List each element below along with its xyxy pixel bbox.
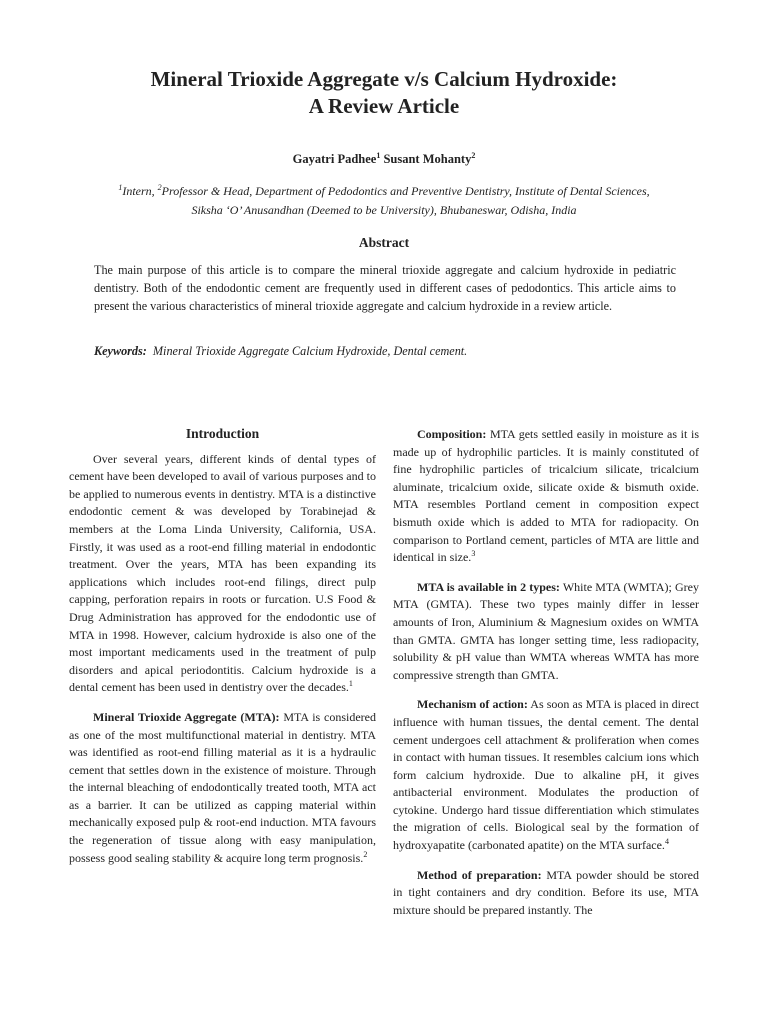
mta-label: Mineral Trioxide Aggregate (MTA): bbox=[93, 709, 280, 724]
mta-text: MTA is considered as one of the most multifunctional material in dentistry. MTA was identified as root-end filling material as it is a hydraulic cement that settles down in the existence of moisture. Through the internal bleaching of endodontically treated tooth, MTA act as a barrier. It can be utilized as capping material within mechanically exposed pulp & root-end induction. MTA favours the regeneration of tissue along with easy manipulation, possess good sealing stability & acquire long term prognosis. bbox=[69, 709, 376, 865]
introduction-heading: Introduction bbox=[185, 426, 260, 441]
mechanism-text: As soon as MTA is placed in direct influence with human tissues, the dental cement. The dental cement undergoes cell attachment & proliferation when comes in contact with human tissues. It resembles calcium ions which form calcium hydroxide. Due to alkaline pH, it gives antibacterial environment. Modulates the production of cytokine. Undergo hard tissue differentiation which stimulates the migration of cells. Biological seal by the formation of hydroxyapatite (carbonated apatite) on the MTA surface. bbox=[393, 697, 699, 853]
types-text: White MTA (WMTA); Grey MTA (GMTA). These two types mainly differ in lesser amounts of Iron, Aluminium & Magnesium oxides on WMTA than GMTA. GMTA has longer setting time, less radiopacity, solubility & pH value than WMTA whereas WMTA has more compressive strength than GMTA. bbox=[393, 579, 699, 682]
affiliation-institution: Siksha ‘O’ Anusandhan (Deemed to be University), Bhubaneswar, Odisha, India bbox=[191, 203, 577, 217]
author-list bbox=[60, 152, 708, 167]
preparation-label: Method of preparation: bbox=[417, 867, 542, 882]
title-line-2: A Review Article bbox=[308, 94, 460, 118]
affiliation-role-2: Professor & Head, Department of Pedodontics and Preventive Dentistry, Institute of Dental Sciences, bbox=[161, 184, 650, 198]
author-name: Gayatri Padhee bbox=[292, 152, 377, 166]
affiliation-superscript: 1 bbox=[118, 183, 123, 192]
composition-paragraph bbox=[393, 426, 699, 567]
abstract-body: The main purpose of this article is to compare the mineral trioxide aggregate and calcium hydroxide in pediatric dentistry. Both of the endodontic cement are frequently used in different cases of pedodontics. This article aims to present the various characteristics of mineral trioxide aggregate and calcium hydroxide in a review article. bbox=[94, 263, 676, 313]
affiliation bbox=[60, 182, 708, 220]
mta-paragraph bbox=[69, 709, 376, 867]
title-line-1: Mineral Trioxide Aggregate v/s Calcium Hydroxide: bbox=[150, 67, 618, 91]
preparation-paragraph bbox=[393, 867, 699, 920]
author-superscript: 1 bbox=[376, 150, 381, 160]
affiliation-superscript: 2 bbox=[157, 183, 162, 192]
keywords-label: Keywords: bbox=[94, 344, 147, 358]
author-name: Susant Mohanty bbox=[383, 152, 472, 166]
types-paragraph bbox=[393, 579, 699, 685]
author-superscript: 2 bbox=[471, 150, 476, 160]
citation-ref: 4 bbox=[664, 837, 669, 847]
citation-ref: 1 bbox=[348, 679, 353, 689]
mechanism-paragraph bbox=[393, 696, 699, 854]
composition-text: MTA gets settled easily in moisture as it is made up of hydrophilic particles. It is mainly constituted of fine hydrophilic particles of tricalcium silicate, tricalcium aluminate, tricalcium oxide, silicate oxide & bismuth oxide. MTA resembles Portland cement in composition expect bismuth oxide which is added to MTA for radiopacity. On comparison to Portland cement, particles of MTA are little and identical in size. bbox=[393, 427, 699, 565]
abstract-heading: Abstract bbox=[358, 235, 410, 250]
citation-ref: 3 bbox=[471, 549, 476, 559]
keywords bbox=[94, 344, 676, 359]
citation-ref: 2 bbox=[363, 849, 368, 859]
introduction-text: Over several years, different kinds of dental types of cement have been developed to avail of various purposes and to be applied to numerous events in dentistry. MTA is a distinctive endodontic cement & was developed by Torabinejad & members at the Loma Linda University, California, USA. Firstly, it was used as a root-end filling material in endodontic treatment. Over the years, MTA has been expanding its applications which includes root-end filings, direct pulp capping, perforation repairs in roots or furcation. U.S Food & Drug Administration has approved for the endodontic use of MTA in 1998. However, calcium hydroxide is also one of the most important medicaments used in the treatment of pulp disorders and apical periodontitis. Calcium hydroxide is a dental cement has been used in dentistry over the decades. bbox=[69, 451, 376, 695]
composition-label: Composition: bbox=[417, 427, 487, 441]
left-column bbox=[69, 424, 376, 879]
keywords-text: Mineral Trioxide Aggregate Calcium Hydroxide, Dental cement. bbox=[152, 344, 468, 358]
introduction-paragraph bbox=[69, 451, 376, 697]
types-label: MTA is available in 2 types: bbox=[417, 579, 560, 594]
mechanism-label: Mechanism of action: bbox=[417, 697, 528, 712]
paper-title bbox=[60, 66, 708, 120]
preparation-text: MTA powder should be stored in tight containers and dry condition. Before its use, MTA mixture should be prepared instantly. The bbox=[393, 867, 699, 917]
affiliation-role-1: Intern, bbox=[122, 184, 158, 198]
right-column bbox=[393, 426, 699, 931]
